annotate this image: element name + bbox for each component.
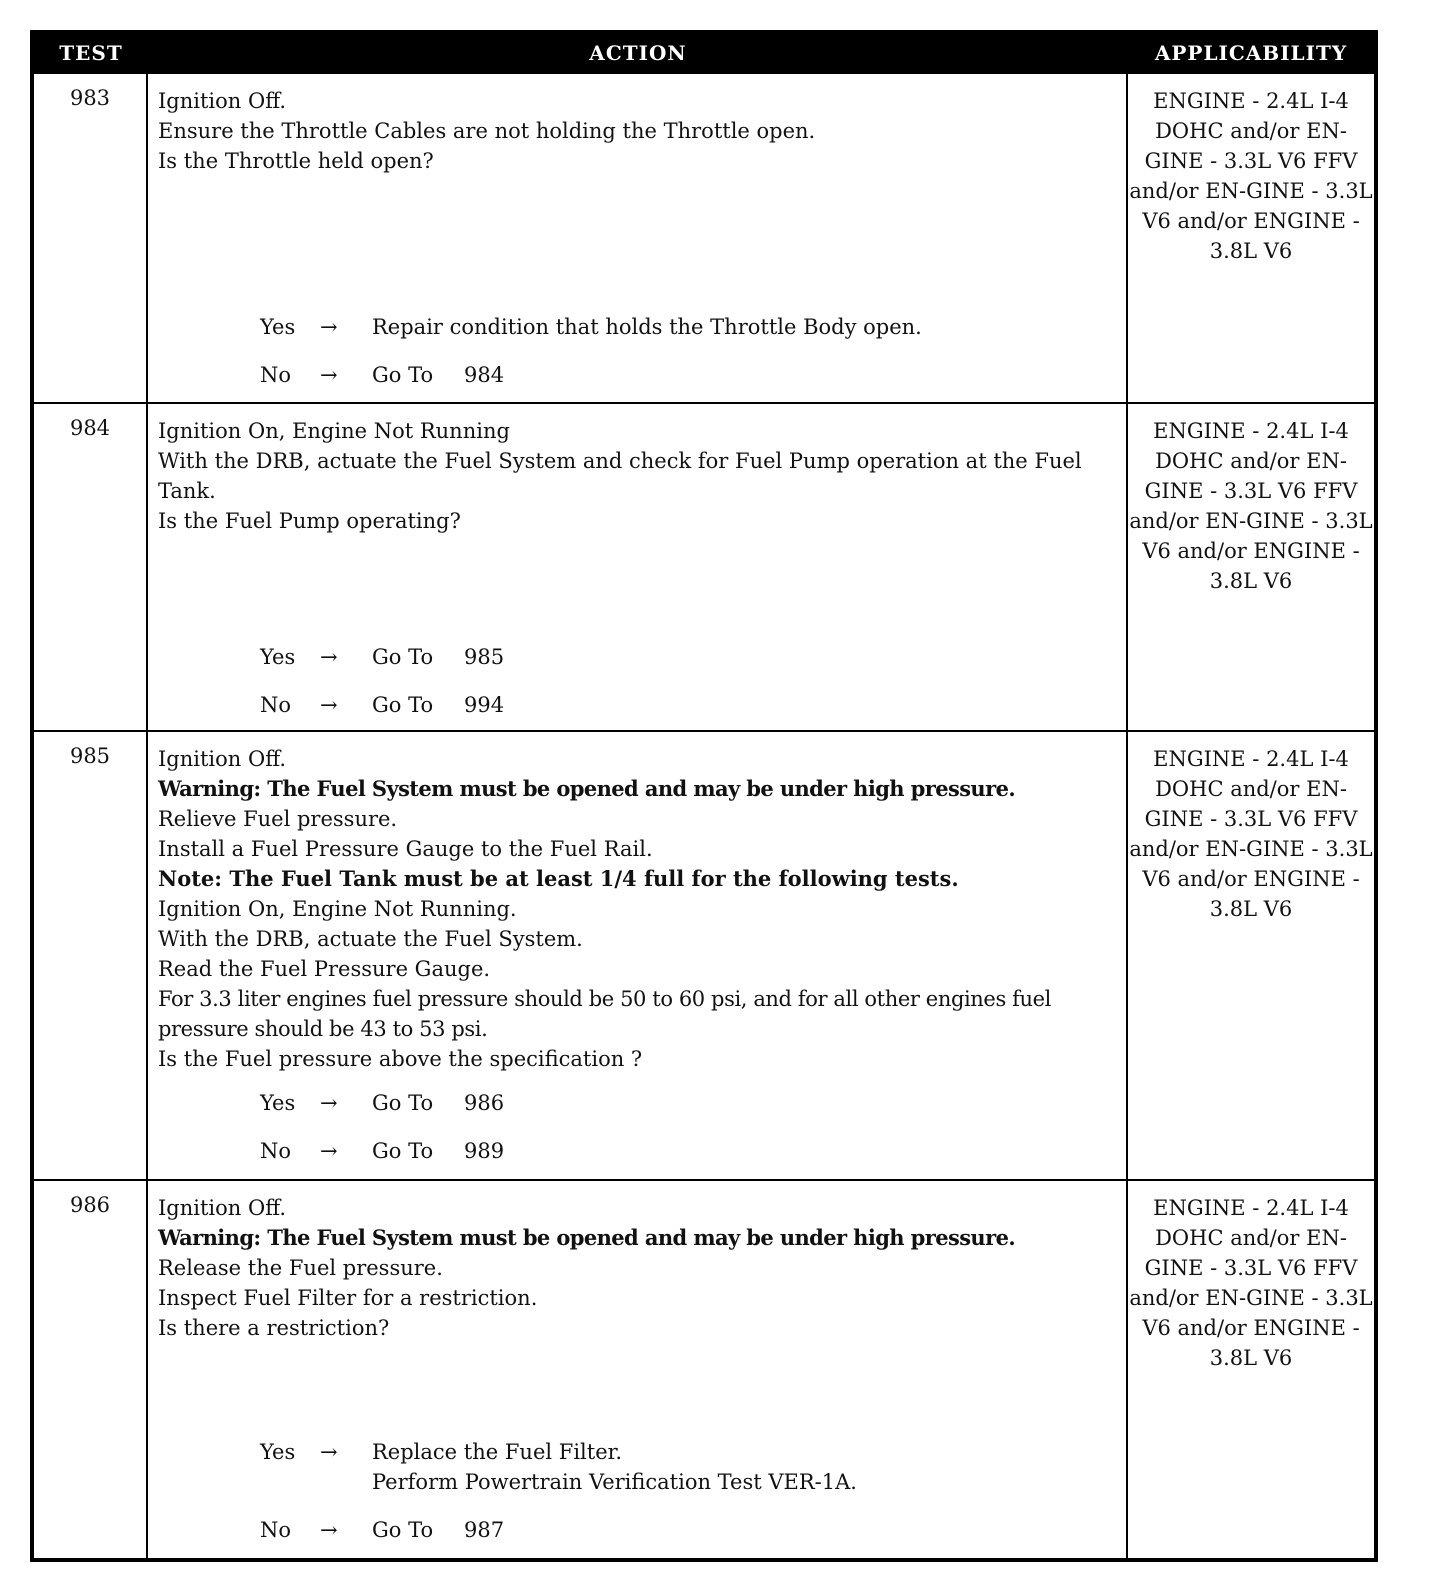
arrow-icon: → [320, 1518, 338, 1542]
action-line: Ignition Off. [158, 89, 287, 113]
arrow-icon: → [320, 1139, 338, 1163]
no-target: 987 [464, 1518, 505, 1542]
note-line: Note: The Fuel Tank must be at least 1/4 full for the following tests. [158, 866, 959, 891]
test-number: 983 [34, 74, 148, 402]
header-test: TEST [59, 41, 123, 65]
no-label: No [260, 1139, 292, 1163]
no-branch [260, 1515, 504, 1545]
action-cell [148, 1181, 1128, 1562]
warning-line: Warning: The Fuel System must be opened and may be under high pressure. [158, 776, 1016, 801]
action-cell [148, 74, 1128, 402]
test-number: 986 [34, 1181, 148, 1562]
warning-line: Warning: The Fuel System must be opened and may be under high pressure. [158, 1225, 1016, 1250]
yes-branch [260, 1088, 504, 1118]
yes-branch [260, 1437, 857, 1497]
action-line: Inspect Fuel Filter for a restriction. [158, 1286, 538, 1310]
table-row [34, 1179, 1374, 1562]
action-line: With the DRB, actuate the Fuel System. [158, 927, 583, 951]
action-line: Is there a restriction? [158, 1316, 390, 1340]
action-line: Read the Fuel Pressure Gauge. [158, 957, 491, 981]
action-cell [148, 732, 1128, 1179]
table-row [34, 72, 1374, 402]
yes-label: Yes [260, 315, 296, 339]
table-row [34, 402, 1374, 730]
no-label: No [260, 693, 292, 717]
yes-result-line: Replace the Fuel Filter. [372, 1440, 623, 1464]
yes-label: Yes [260, 1440, 296, 1464]
applicability-cell: ENGINE - 2.4L I-4 DOHC and/or EN-GINE - 3.3L V6 FFV and/or EN-GINE - 3.3L V6 and/or ENGINE - 3.8L V6 [1129, 747, 1373, 921]
action-line: Is the Fuel Pump operating? [158, 509, 461, 533]
applicability-cell: ENGINE - 2.4L I-4 DOHC and/or EN-GINE - 3.3L V6 FFV and/or EN-GINE - 3.3L V6 and/or ENGINE - 3.8L V6 [1129, 419, 1373, 593]
yes-result [372, 1437, 857, 1497]
yes-target: 986 [464, 1091, 505, 1115]
yes-target: 985 [464, 645, 505, 669]
no-target: 984 [464, 363, 505, 387]
applicability-cell: ENGINE - 2.4L I-4 DOHC and/or EN-GINE - 3.3L V6 FFV and/or EN-GINE - 3.3L V6 and/or ENGINE - 3.8L V6 [1129, 1196, 1373, 1370]
action-line: Is the Fuel pressure above the specification ? [158, 1047, 643, 1071]
table-header [34, 34, 1374, 72]
action-line: Ensure the Throttle Cables are not holding the Throttle open. [158, 119, 816, 143]
arrow-icon: → [320, 1091, 338, 1115]
arrow-icon: → [320, 693, 338, 717]
action-line: With the DRB, actuate the Fuel System and check for Fuel Pump operation at the Fuel Tank. [158, 449, 1082, 503]
action-line: Ignition Off. [158, 1196, 287, 1220]
action-cell [148, 404, 1128, 730]
no-label: No [260, 1518, 292, 1542]
goto-label: Go To [372, 693, 434, 717]
action-line: Relieve Fuel pressure. [158, 807, 398, 831]
goto-label: Go To [372, 363, 434, 387]
yes-branch [260, 312, 922, 342]
diagnostic-table [30, 30, 1378, 1562]
yes-label: Yes [260, 1091, 296, 1115]
no-target: 994 [464, 693, 505, 717]
no-branch [260, 690, 504, 720]
no-branch [260, 1136, 504, 1166]
action-line: For 3.3 liter engines fuel pressure should be 50 to 60 psi, and for all other engines fuel pressure should be 43 to 53 psi. [158, 987, 1051, 1041]
header-applicability: APPLICABILITY [1154, 41, 1348, 65]
test-number: 984 [34, 404, 148, 730]
yes-branch [260, 642, 504, 672]
action-line: Release the Fuel pressure. [158, 1256, 443, 1280]
goto-label: Go To [372, 1518, 434, 1542]
no-target: 989 [464, 1139, 505, 1163]
arrow-icon: → [320, 363, 338, 387]
goto-label: Go To [372, 645, 434, 669]
action-line: Ignition On, Engine Not Running. [158, 897, 517, 921]
header-action: ACTION [589, 41, 687, 65]
goto-label: Go To [372, 1091, 434, 1115]
applicability-cell: ENGINE - 2.4L I-4 DOHC and/or EN-GINE - 3.3L V6 FFV and/or EN-GINE - 3.3L V6 and/or ENGINE - 3.8L V6 [1129, 89, 1373, 263]
arrow-icon: → [320, 315, 338, 339]
table-row [34, 730, 1374, 1179]
yes-result-line: Perform Powertrain Verification Test VER-1A. [372, 1470, 857, 1494]
arrow-icon: → [320, 1440, 338, 1464]
no-branch [260, 360, 504, 390]
action-line: Ignition On, Engine Not Running [158, 419, 510, 443]
action-line: Ignition Off. [158, 747, 287, 771]
arrow-icon: → [320, 645, 338, 669]
yes-label: Yes [260, 645, 296, 669]
action-line: Install a Fuel Pressure Gauge to the Fuel Rail. [158, 837, 653, 861]
no-label: No [260, 363, 292, 387]
yes-result: Repair condition that holds the Throttle Body open. [372, 315, 922, 339]
action-line: Is the Throttle held open? [158, 149, 434, 173]
test-number: 985 [34, 732, 148, 1179]
goto-label: Go To [372, 1139, 434, 1163]
